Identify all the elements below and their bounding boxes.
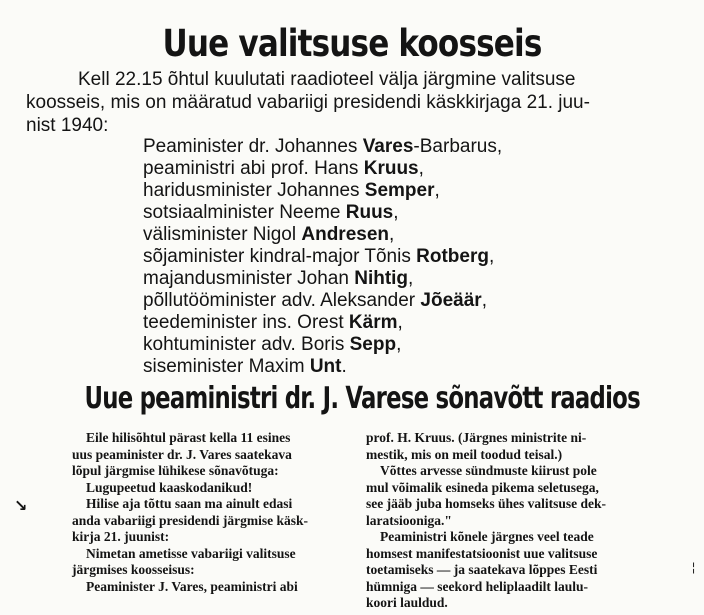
minister-punct: -Barbarus, xyxy=(413,136,503,157)
intro-paragraph xyxy=(26,68,686,137)
article-line: Lugupeetud kaaskodanikud! xyxy=(86,479,253,495)
minister-punct: , xyxy=(396,334,402,355)
article-line: koori lauldud. xyxy=(366,595,448,610)
minister-surname: Vares xyxy=(362,136,414,157)
minister-title: põllutööminister adv. Aleksander xyxy=(143,290,421,311)
minister-row xyxy=(143,180,663,202)
minister-punct: , xyxy=(488,246,495,267)
article-line: laratsiooniga." xyxy=(366,512,452,528)
minister-surname: Rotberg xyxy=(416,246,489,267)
article-line: uus peaminister dr. J. Vares saatekava xyxy=(72,446,292,462)
minister-punct: , xyxy=(481,290,487,311)
minister-row xyxy=(143,268,663,290)
minister-list xyxy=(143,136,663,378)
article-paragraph xyxy=(72,480,370,497)
minister-surname: Kärm xyxy=(348,312,398,333)
article-line: Hilise aja tõttu saan ma ainult edasi xyxy=(86,496,293,511)
article-line: hümniga — seekord heliplaadilt laulu- xyxy=(366,578,589,594)
article-paragraph xyxy=(366,463,681,529)
article-line: mul võimalik esineda pikema seletusega, xyxy=(366,479,599,495)
article-paragraph xyxy=(366,529,681,612)
intro-line: Kell 22.15 õhtul kuulutati raadioteel välja järgmine valitsuse xyxy=(78,69,576,90)
minister-title: haridusminister Johannes xyxy=(143,180,365,201)
minister-row xyxy=(143,290,663,312)
article-line: Võttes arvesse sündmuste kiirust pole xyxy=(380,463,597,478)
article-line: kirja 21. juunist: xyxy=(72,529,170,544)
minister-punct: , xyxy=(418,158,424,179)
article-paragraph xyxy=(366,430,681,463)
minister-row xyxy=(143,202,663,224)
minister-punct: , xyxy=(397,312,403,333)
minister-title: peaministri abi prof. Hans xyxy=(143,158,364,179)
minister-surname: Unt xyxy=(309,356,342,377)
minister-punct: , xyxy=(393,202,399,223)
article-line: Peaminister J. Vares, peaministri abi xyxy=(86,578,298,594)
minister-surname: Semper xyxy=(364,180,435,201)
minister-title: sotsiaalminister Neeme xyxy=(143,202,346,223)
minister-title: teedeminister ins. Orest xyxy=(143,312,349,333)
article-line: anda vabariigi presidendi järgmise käsk- xyxy=(72,512,309,528)
minister-title: Peaminister dr. Johannes xyxy=(143,136,363,157)
minister-surname: Ruus xyxy=(345,202,394,223)
minister-surname: Sepp xyxy=(349,334,397,355)
headline: Uue valitsuse koosseis xyxy=(162,22,542,65)
article-paragraph xyxy=(72,430,370,480)
minister-punct: , xyxy=(408,268,414,289)
minister-row xyxy=(143,136,663,158)
article-line: lõpul järgmise lühikese sõnavõtuga: xyxy=(72,463,279,478)
minister-row xyxy=(143,246,663,268)
minister-title: siseminister Maxim xyxy=(143,356,310,377)
margin-tick: ¦ xyxy=(692,560,696,574)
article-line: toetamiseks — ja saatekava lõppes Eesti xyxy=(366,562,598,577)
article-line: mestik, mis on meil toodud teisal.) xyxy=(366,446,563,462)
article-line: Nimetan ametisse vabariigi valitsuse xyxy=(86,545,296,561)
minister-surname: Jõeäär xyxy=(420,290,482,311)
margin-mark: ↘ xyxy=(14,498,28,515)
minister-punct: . xyxy=(341,356,347,377)
article-line: homsest manifestatsioonist uue valitsuse xyxy=(366,545,598,561)
minister-row xyxy=(143,356,663,378)
subheadline: Uue peaministri dr. J. Varese sõnavõtt raadios xyxy=(84,381,640,416)
minister-row xyxy=(143,158,663,180)
article-line: Peaministri kõnele järgnes veel teade xyxy=(380,529,594,544)
minister-row xyxy=(143,334,663,356)
article-paragraph xyxy=(72,546,370,579)
minister-title: sõjaminister kindral-major Tõnis xyxy=(143,246,417,267)
article-right-column xyxy=(366,430,681,612)
minister-punct: , xyxy=(434,180,440,201)
minister-title: kohtuminister adv. Boris xyxy=(143,334,350,355)
minister-row xyxy=(143,312,663,334)
minister-title: majandusminister Johan xyxy=(143,268,355,289)
article-line: järgmises koosseisus: xyxy=(72,562,195,577)
minister-surname: Kruus xyxy=(363,158,419,179)
minister-surname: Nihtig xyxy=(354,268,409,289)
article-line: Eile hilisõhtul pärast kella 11 esines xyxy=(86,430,291,445)
article-line: prof. H. Kruus. (Järgnes ministrite ni- xyxy=(366,430,587,445)
article-line: see jääb juba homseks ühes valitsuse dek- xyxy=(366,496,607,511)
minister-punct: , xyxy=(389,224,395,245)
minister-title: välisminister Nigol xyxy=(143,224,302,245)
minister-row xyxy=(143,224,663,246)
article-paragraph xyxy=(72,579,370,596)
intro-line: koosseis, mis on määratud vabariigi presidendi käskkirjaga 21. juu- xyxy=(26,92,590,113)
article-left-column xyxy=(72,430,370,595)
article-paragraph xyxy=(72,496,370,546)
minister-surname: Andresen xyxy=(301,224,390,245)
intro-line: nist 1940: xyxy=(26,115,109,136)
